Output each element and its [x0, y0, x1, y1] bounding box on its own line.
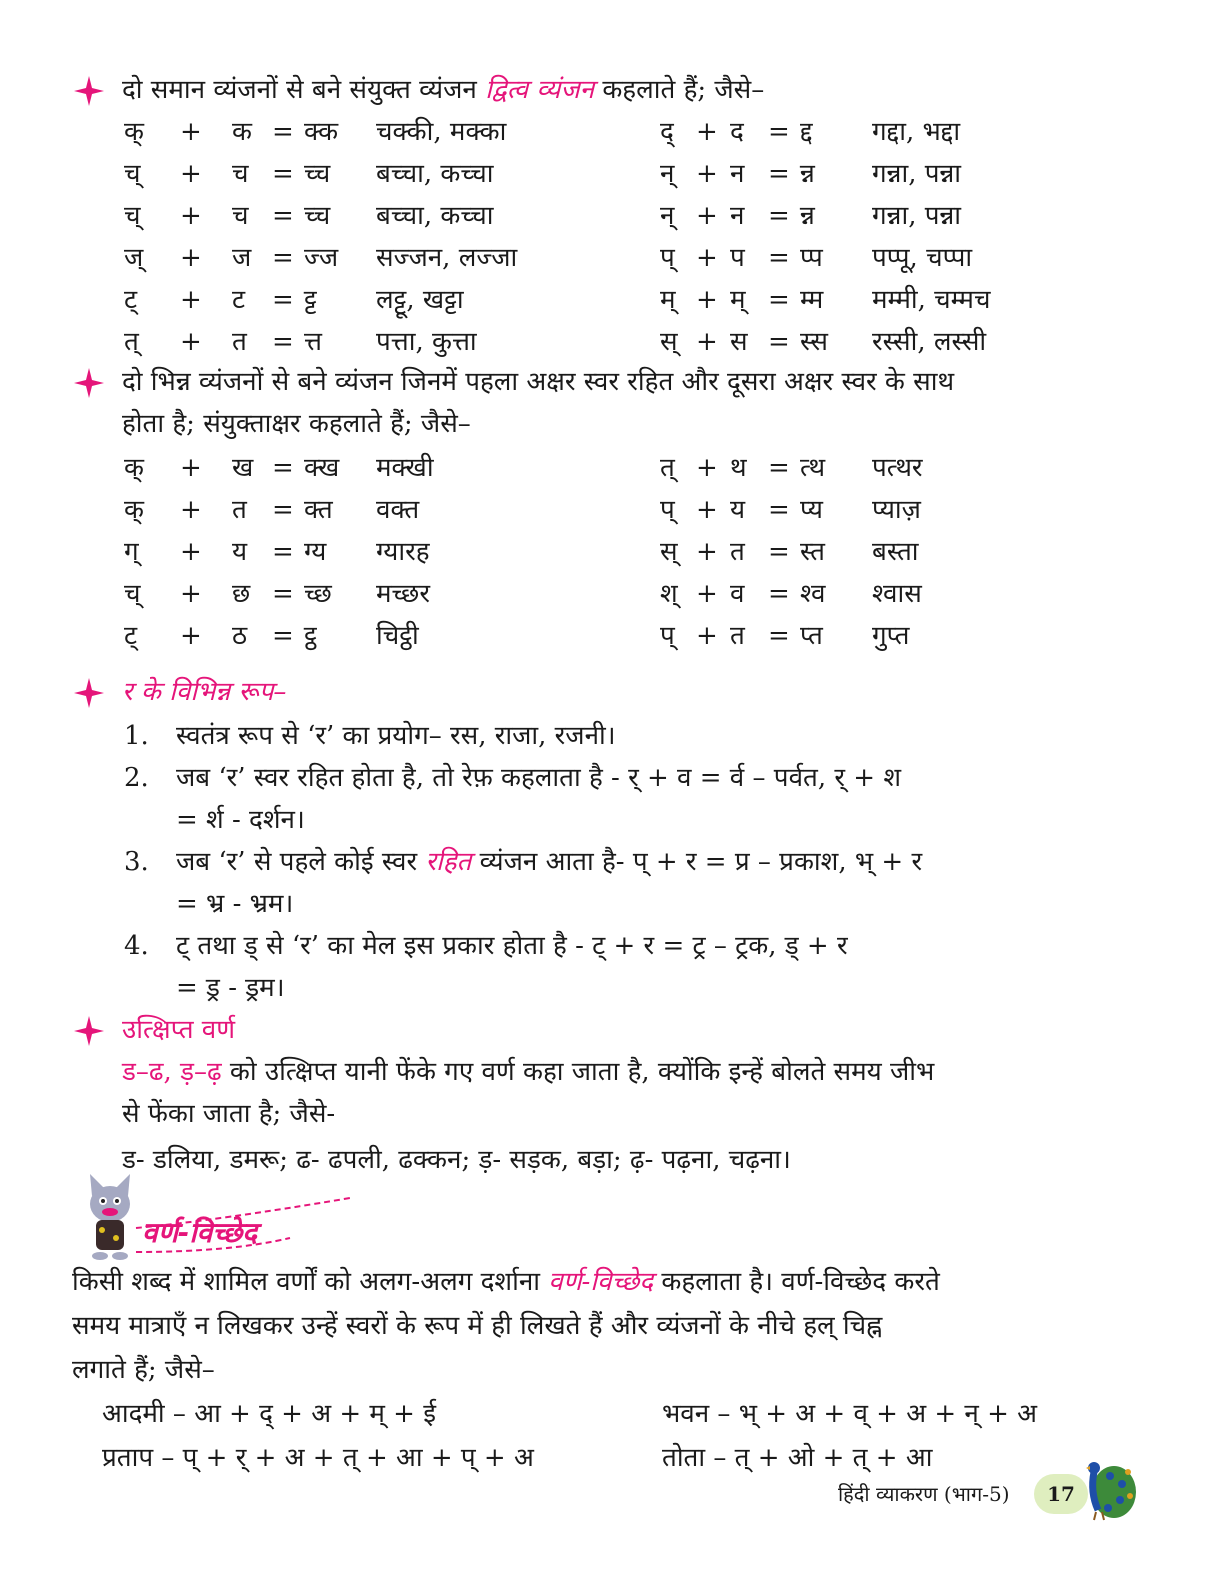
- first-consonant-right: म्: [660, 285, 676, 315]
- equals-sign-right: =: [768, 537, 790, 567]
- second-consonant-right: म्: [730, 285, 746, 315]
- equals-sign: =: [272, 537, 294, 567]
- banner-title: वर्ण-विच्छेद: [142, 1216, 258, 1249]
- first-consonant-right: प्: [660, 495, 675, 525]
- example-words: लट्टू, खट्टा: [376, 285, 464, 315]
- combined-letter-right: स्त: [800, 537, 825, 567]
- first-consonant-right: स्: [660, 537, 678, 567]
- plus-sign-right: +: [696, 453, 718, 483]
- varn-example-1-right: भवन – भ् + अ + व् + अ + न् + अ: [662, 1399, 1038, 1429]
- varn-para-before: किसी शब्द में शामिल वर्णों को अलग-अलग दर्शाना: [72, 1267, 549, 1297]
- plus-sign: +: [180, 117, 202, 147]
- example-words: चक्की, मक्का: [376, 117, 507, 147]
- plus-sign: +: [180, 537, 202, 567]
- dvitva-term: द्वित्व व्यंजन: [485, 75, 595, 105]
- plus-sign-right: +: [696, 495, 718, 525]
- samyukt-intro-line1: दो भिन्न व्यंजनों से बने व्यंजन जिनमें पहला अक्षर स्वर रहित और दूसरा अक्षर स्वर के साथ: [122, 367, 955, 397]
- plus-sign: +: [180, 201, 202, 231]
- example-words-right: गन्ना, पन्ना: [872, 159, 962, 189]
- combined-letter: च्च: [304, 159, 331, 189]
- combined-letter: च्छ: [304, 579, 332, 609]
- combined-letter: च्च: [304, 201, 331, 231]
- plus-sign: +: [180, 453, 202, 483]
- equals-sign: =: [272, 117, 294, 147]
- combined-letter-right: म्म: [800, 285, 824, 315]
- example-words-right: रस्सी, लस्सी: [872, 327, 987, 357]
- example-words-right: श्वास: [872, 579, 922, 609]
- example-words: मच्छर: [376, 579, 430, 609]
- combined-letter-right: प्य: [800, 495, 823, 525]
- first-consonant-right: न्: [660, 201, 675, 231]
- plus-sign-right: +: [696, 327, 718, 357]
- combined-letter-right: द्द: [800, 117, 813, 147]
- equals-sign-right: =: [768, 579, 790, 609]
- second-consonant: ख: [232, 453, 254, 483]
- first-consonant: क्: [124, 495, 144, 525]
- second-consonant: च: [232, 201, 249, 231]
- combined-letter-right: न्न: [800, 159, 815, 189]
- combined-letter-right: श्व: [800, 579, 826, 609]
- equals-sign: =: [272, 243, 294, 273]
- second-consonant-right: य: [730, 495, 746, 525]
- combined-letter: क्त: [304, 495, 333, 525]
- equals-sign-right: =: [768, 327, 790, 357]
- equals-sign: =: [272, 495, 294, 525]
- star-bullet-icon: [72, 676, 106, 710]
- ra-item-3-num: 3.: [124, 847, 149, 877]
- varn-para-line2: समय मात्राएँ न लिखकर उन्हें स्वरों के रूप में ही लिखते हैं और व्यंजनों के नीचे हल् चिह्न: [72, 1311, 883, 1341]
- example-words: बच्चा, कच्चा: [376, 201, 494, 231]
- first-consonant: ज्: [124, 243, 144, 273]
- utkshipt-examples: ड- डलिया, डमरू; ढ- ढपली, ढक्कन; ड़- सड़क, बड़ा; ढ़- पढ़ना, चढ़ना।: [122, 1145, 791, 1175]
- ra-item-3-after: व्यंजन आता है- प् + र = प्र – प्रकाश, भ् + र: [471, 847, 923, 877]
- varn-para-line3: लगाते हैं; जैसे–: [72, 1355, 215, 1385]
- ra-heading: र के विभिन्न रूप–: [122, 677, 287, 707]
- plus-sign: +: [180, 327, 202, 357]
- equals-sign-right: =: [768, 495, 790, 525]
- ra-item-3-before: जब ‘र’ से पहले कोई स्वर: [176, 847, 426, 877]
- second-consonant-right: थ: [730, 453, 747, 483]
- first-consonant: च्: [124, 579, 141, 609]
- example-words: बच्चा, कच्चा: [376, 159, 494, 189]
- utkshipt-line1: [122, 1054, 934, 1090]
- first-consonant-right: द्: [660, 117, 674, 147]
- book-title-footer: हिंदी व्याकरण (भाग-5): [838, 1482, 1010, 1506]
- second-consonant: य: [232, 537, 248, 567]
- plus-sign-right: +: [696, 537, 718, 567]
- equals-sign-right: =: [768, 453, 790, 483]
- utkshipt-line1-text: को उत्क्षिप्त यानी फेंके गए वर्ण कहा जाता है, क्योंकि इन्हें बोलते समय जीभ: [221, 1057, 935, 1087]
- first-consonant: ट्: [124, 285, 138, 315]
- intro-text: दो समान व्यंजनों से बने संयुक्त व्यंजन: [122, 75, 486, 105]
- plus-sign-right: +: [696, 621, 718, 651]
- ra-item-3-text: [176, 844, 922, 880]
- first-consonant: त्: [124, 327, 139, 357]
- second-consonant: च: [232, 159, 249, 189]
- dvitva-intro: [122, 72, 764, 108]
- first-consonant: ट्: [124, 621, 138, 651]
- first-consonant: ग्: [124, 537, 139, 567]
- example-words-right: गन्ना, पन्ना: [872, 201, 962, 231]
- combined-letter-right: स्स: [800, 327, 828, 357]
- second-consonant: छ: [232, 579, 251, 609]
- equals-sign: =: [272, 327, 294, 357]
- example-words: मक्खी: [376, 453, 434, 483]
- varn-vichhed-term: वर्ण-विच्छेद: [548, 1267, 654, 1297]
- first-consonant: च्: [124, 159, 141, 189]
- equals-sign-right: =: [768, 201, 790, 231]
- first-consonant-right: स्: [660, 327, 678, 357]
- combined-letter: ज्ज: [304, 243, 339, 273]
- plus-sign-right: +: [696, 285, 718, 315]
- plus-sign-right: +: [696, 243, 718, 273]
- first-consonant: च्: [124, 201, 141, 231]
- varn-para-line1: [72, 1264, 940, 1300]
- utkshipt-line2: से फेंका जाता है; जैसे-: [122, 1099, 336, 1129]
- second-consonant-right: त: [730, 621, 745, 651]
- equals-sign-right: =: [768, 285, 790, 315]
- plus-sign: +: [180, 621, 202, 651]
- star-bullet-icon: [72, 74, 106, 108]
- equals-sign: =: [272, 285, 294, 315]
- rahit-term: रहित: [425, 847, 472, 877]
- second-consonant-right: द: [730, 117, 744, 147]
- plus-sign: +: [180, 579, 202, 609]
- ra-item-4-num: 4.: [124, 931, 149, 961]
- second-consonant-right: न: [730, 201, 745, 231]
- combined-letter: त्त: [304, 327, 322, 357]
- second-consonant: ठ: [232, 621, 248, 651]
- combined-letter: क्क: [304, 117, 339, 147]
- ra-item-2-text-cont: = र्श - दर्शन।: [176, 805, 305, 835]
- star-bullet-icon: [72, 366, 106, 400]
- plus-sign-right: +: [696, 579, 718, 609]
- plus-sign: +: [180, 495, 202, 525]
- page-number: 17: [1034, 1474, 1088, 1514]
- second-consonant-right: स: [730, 327, 748, 357]
- example-words-right: गद्दा, भद्दा: [872, 117, 961, 147]
- plus-sign: +: [180, 285, 202, 315]
- example-words: पत्ता, कुत्ता: [376, 327, 477, 357]
- equals-sign: =: [272, 201, 294, 231]
- second-consonant: क: [232, 117, 252, 147]
- example-words: चिट्ठी: [376, 621, 419, 651]
- second-consonant-right: न: [730, 159, 745, 189]
- combined-letter-right: न्न: [800, 201, 815, 231]
- first-consonant-right: प्: [660, 621, 675, 651]
- second-consonant: ट: [232, 285, 246, 315]
- ra-item-2-text: जब ‘र’ स्वर रहित होता है, तो रेफ़ कहलाता है - र् + व = र्व – पर्वत, र् + श: [176, 763, 901, 793]
- utkshipt-heading: उत्क्षिप्त वर्ण: [122, 1015, 236, 1045]
- combined-letter: ग्य: [304, 537, 327, 567]
- equals-sign-right: =: [768, 159, 790, 189]
- example-words-right: प्याज़: [872, 495, 921, 525]
- second-consonant: ज: [232, 243, 252, 273]
- varn-example-2-left: प्रताप – प् + र् + अ + त् + आ + प् + अ: [102, 1443, 534, 1473]
- plus-sign-right: +: [696, 201, 718, 231]
- example-words-right: बस्ता: [872, 537, 919, 567]
- intro-text-end: कहलाते हैं; जैसे–: [594, 75, 765, 105]
- plus-sign-right: +: [696, 159, 718, 189]
- ra-item-1-text: स्वतंत्र रूप से ‘र’ का प्रयोग– रस, राजा, रजनी।: [176, 721, 616, 751]
- star-bullet-icon: [72, 1014, 106, 1048]
- second-consonant: त: [232, 327, 247, 357]
- first-consonant: क्: [124, 453, 144, 483]
- equals-sign-right: =: [768, 117, 790, 147]
- first-consonant-right: श्: [660, 579, 678, 609]
- example-words-right: पप्पू, चप्पा: [872, 243, 973, 273]
- equals-sign: =: [272, 159, 294, 189]
- ra-item-2-num: 2.: [124, 763, 149, 793]
- equals-sign-right: =: [768, 243, 790, 273]
- first-consonant-right: प्: [660, 243, 675, 273]
- example-words: वक्त: [376, 495, 420, 525]
- example-words-right: गुप्त: [872, 621, 910, 651]
- first-consonant-right: न्: [660, 159, 675, 189]
- equals-sign: =: [272, 621, 294, 651]
- varn-example-2-right: तोता – त् + ओ + त् + आ: [662, 1443, 933, 1473]
- combined-letter: क्ख: [304, 453, 340, 483]
- second-consonant: त: [232, 495, 247, 525]
- varn-para-after: कहलाता है। वर्ण-विच्छेद करते: [653, 1267, 940, 1297]
- plus-sign: +: [180, 159, 202, 189]
- ra-item-4-text: ट् तथा ड् से ‘र’ का मेल इस प्रकार होता है - ट् + र = ट्र – ट्रक, ड् + र: [176, 931, 848, 961]
- first-consonant-right: त्: [660, 453, 675, 483]
- varn-example-1-left: आदमी – आ + द् + अ + म् + ई: [102, 1399, 437, 1429]
- ra-item-1-num: 1.: [124, 721, 149, 751]
- first-consonant: क्: [124, 117, 144, 147]
- combined-letter-right: प्प: [800, 243, 823, 273]
- example-words-right: पत्थर: [872, 453, 923, 483]
- second-consonant-right: त: [730, 537, 745, 567]
- example-words: ग्यारह: [376, 537, 430, 567]
- example-words: सज्जन, लज्जा: [376, 243, 518, 273]
- utkshipt-term: ड–ढ, ड़–ढ़: [122, 1057, 222, 1087]
- combined-letter: ट्ठ: [304, 621, 317, 651]
- equals-sign: =: [272, 579, 294, 609]
- samyukt-intro-line2: होता है; संयुक्ताक्षर कहलाते हैं; जैसे–: [122, 409, 471, 439]
- varn-vichhed-banner: [70, 1168, 370, 1264]
- equals-sign: =: [272, 453, 294, 483]
- combined-letter: ट्ट: [304, 285, 317, 315]
- equals-sign-right: =: [768, 621, 790, 651]
- combined-letter-right: त्थ: [800, 453, 826, 483]
- plus-sign-right: +: [696, 117, 718, 147]
- second-consonant-right: व: [730, 579, 745, 609]
- peacock-icon: [1074, 1452, 1138, 1522]
- plus-sign: +: [180, 243, 202, 273]
- combined-letter-right: प्त: [800, 621, 823, 651]
- example-words-right: मम्मी, चम्मच: [872, 285, 991, 315]
- ra-item-3-text-cont: = भ्र - भ्रम।: [176, 889, 294, 919]
- cat-mascot-icon: [90, 1174, 130, 1260]
- ra-item-4-text-cont: = ड्र - ड्रम।: [176, 973, 285, 1003]
- second-consonant-right: प: [730, 243, 745, 273]
